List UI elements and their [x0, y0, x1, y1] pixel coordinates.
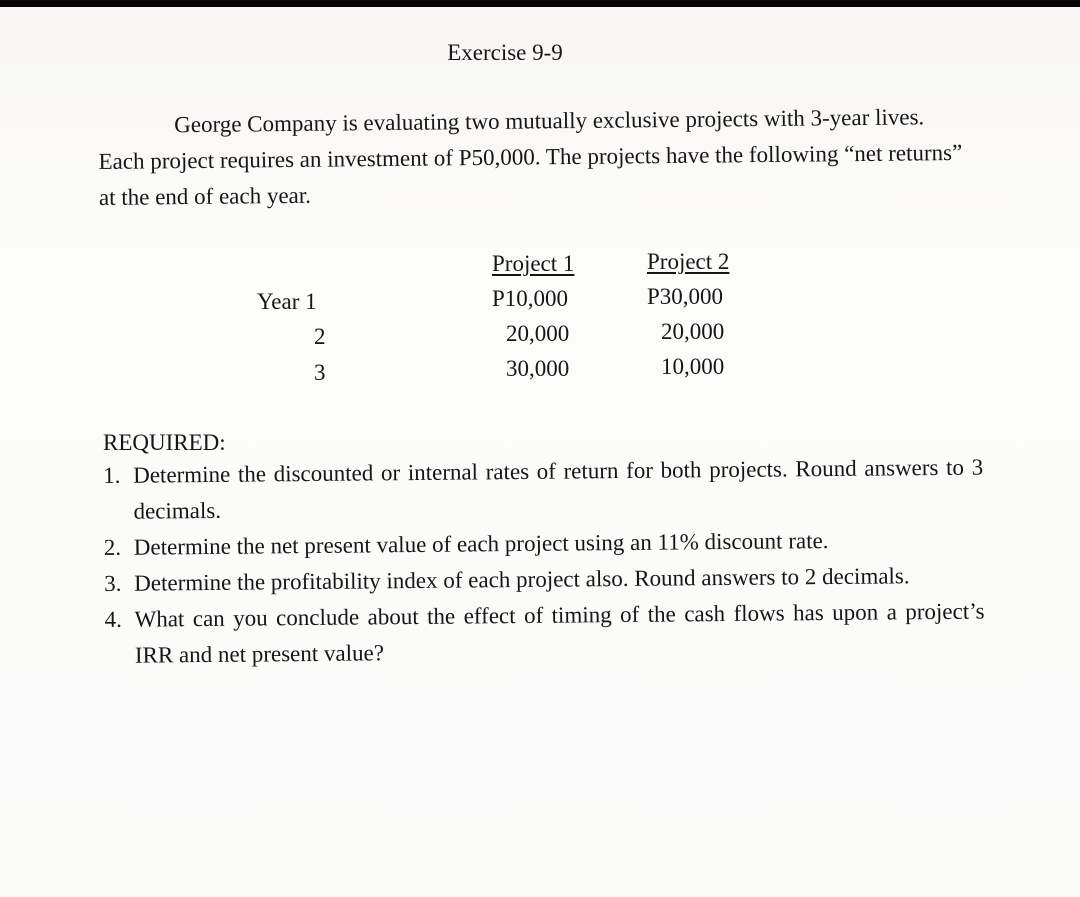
column-header-project-1: Project 1 — [492, 251, 575, 276]
column-header-project-2: Project 2 — [647, 249, 730, 274]
required-item-1-text: Determine the discounted or internal rates of return for both projects. Round answers to 3 decimals. — [133, 454, 984, 524]
required-item-2-text: Determine the net present value of each project using an 11% discount rate. — [133, 528, 829, 560]
project-1-year-3-value: 30,000 — [506, 356, 570, 381]
row-label-year-2: 2 — [314, 324, 326, 349]
row-label-year-1: Year 1 — [257, 289, 317, 314]
required-item-4-text: What can you conclude about the effect of timing of the cash flows has upon a project’s IRR and net present value? — [134, 598, 985, 668]
required-item-2-number: 2. — [103, 534, 122, 560]
project-1-year-1-value: P10,000 — [492, 286, 569, 311]
project-1-year-2-value: 20,000 — [506, 321, 570, 346]
project-2-year-2-value: 20,000 — [661, 319, 725, 344]
project-2-year-3-value: 10,000 — [661, 354, 725, 379]
intro-paragraph: George Company is evaluating two mutually exclusive projects with 3-year lives. Each project requires an investment of P50,000. The projects have the following “net returns” at the end of each year. — [98, 104, 963, 210]
required-item-4-number: 4. — [104, 606, 122, 632]
required-item-1-number: 1. — [103, 462, 121, 488]
row-label-year-3: 3 — [314, 360, 326, 385]
project-2-year-1-value: P30,000 — [647, 284, 724, 309]
required-heading: REQUIRED: — [103, 430, 226, 455]
exercise-title: Exercise 9-9 — [447, 40, 563, 65]
required-item-4 — [104, 594, 985, 674]
required-item-3-text: Determine the profitability index of each project also. Round answers to 2 decimals. — [134, 563, 910, 596]
required-item-3-number: 3. — [104, 570, 122, 596]
required-item-1 — [103, 450, 984, 530]
required-list — [103, 450, 985, 674]
